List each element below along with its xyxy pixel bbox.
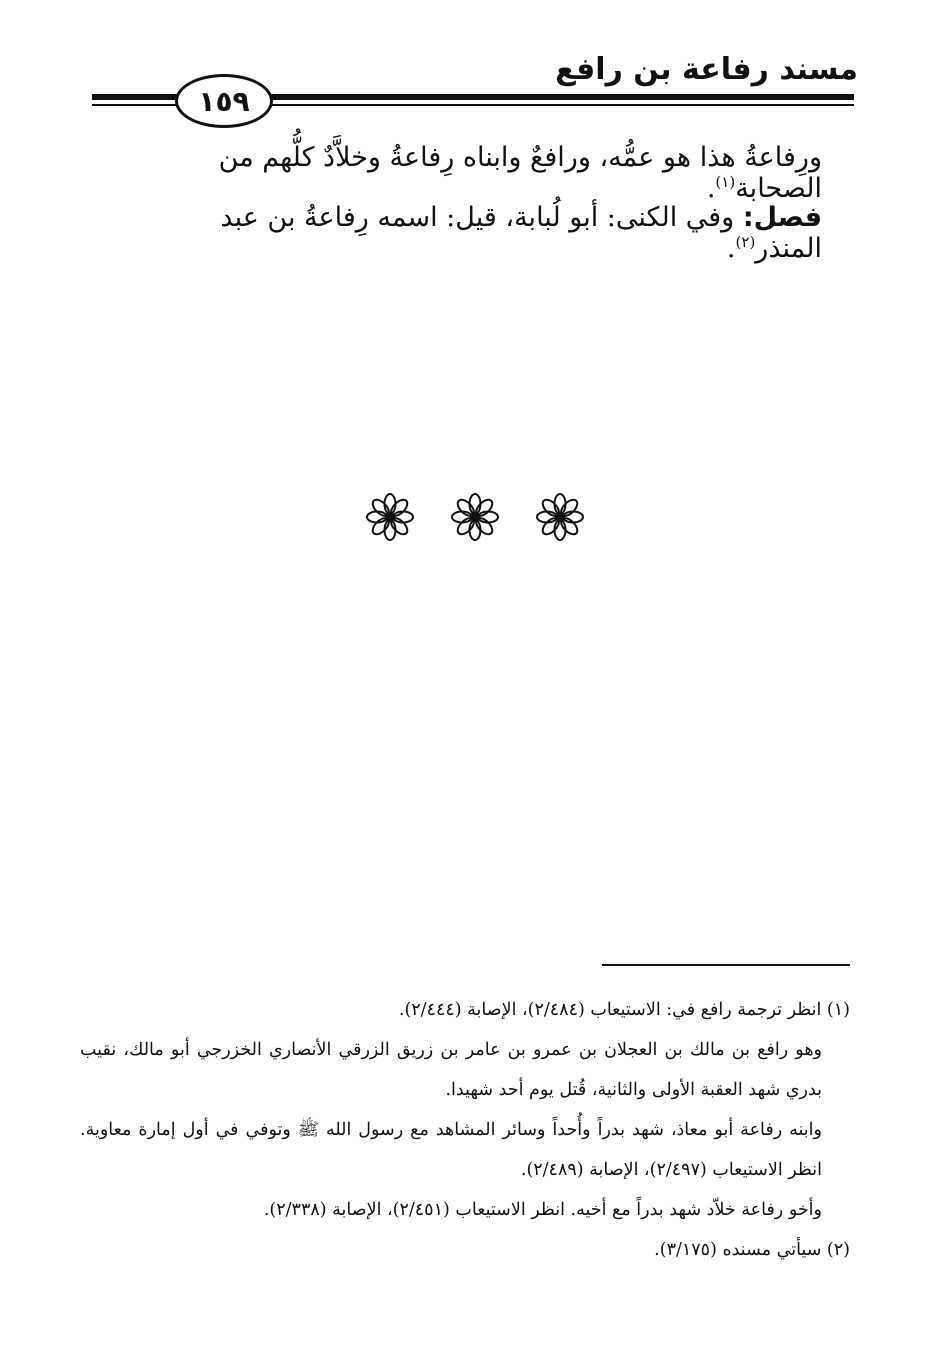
page-number: ١٥٩ [175,74,273,128]
footnote-ref-1: (١) [715,173,736,191]
eight-petal-flower-icon [535,492,585,542]
footnote-1: (١) انظر ترجمة رافع في: الاستيعاب (٢/٤٨٤)، الإصابة (٢/٤٤٤). [398,1000,850,1020]
footnote-2: (٢) سيأتي مسنده (٣/١٧٥). [654,1240,850,1260]
footnote-1-para-3: وابنه رفاعة أبو معاذ، شهد بدراً وأُحداً وسائر المشاهد مع رسول الله ﷺ وتوفي في أول إمارة معاوية. انظر الاستيعاب (٢/٤٩٧)، الإصابة (٢/٤٨٩). [80,1120,822,1180]
footnotes [80,990,850,1270]
body-line-1-text: ورِفاعةُ هذا هو عمُّه، ورافعٌ وابناه رِفاعةُ وخلاَّدٌ كلُّهم من الصحابة [218,142,822,204]
body-line-1-end: . [706,173,716,204]
eight-petal-flower-icon [365,492,415,542]
eight-petal-flower-icon [450,492,500,542]
footnote-ref-2: (٢) [735,233,756,251]
footnote-separator [602,964,850,966]
footnote-1-para-4: وأخو رفاعة خلاّد شهد بدراً مع أخيه. انظر الاستيعاب (٢/٤٥١)، الإصابة (٢/٣٣٨). [263,1200,822,1220]
body-line-2 [122,202,822,264]
section-end-ornaments [365,492,585,542]
running-title: مسند رفاعة بن رافع [555,52,858,87]
body-line-2-end: . [726,233,736,264]
body-line-2-text: وفي الكنى: أبو لُبابة، قيل: اسمه رِفاعةُ بن عبد المنذر [220,202,822,264]
body-line-1 [122,142,822,204]
footnote-1-para-2: وهو رافع بن مالك بن العجلان بن عمرو بن عامر بن زريق الزرقي الأنصاري الخزرجي أبو مالك، نقيب بدري شهد العقبة الأولى والثانية، قُتل يوم أحد شهيدا. [80,1040,822,1100]
section-label: فصل: [742,202,822,233]
